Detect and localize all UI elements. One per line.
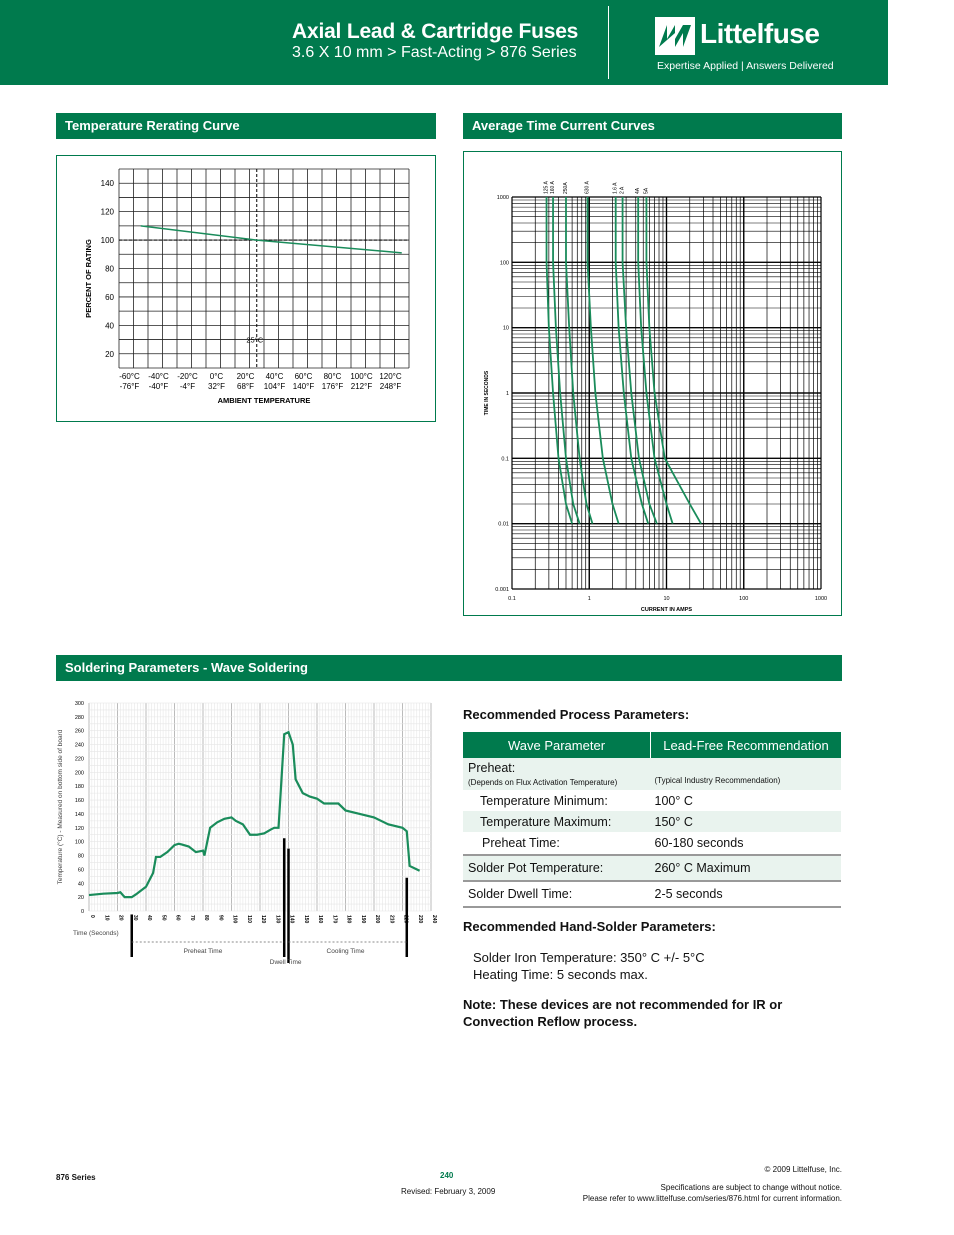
x-tick-label: 110: [245, 915, 252, 924]
x-tick-label: 30: [131, 915, 138, 921]
derating-chart: [57, 156, 435, 421]
x-tick-label: 100: [739, 596, 749, 602]
x-tick-label-c: 20°C: [236, 372, 255, 381]
y-tick-label: 20: [105, 349, 114, 359]
y-tick-label: 60: [105, 292, 114, 302]
x-tick-label: 100: [231, 915, 238, 924]
preheat-recommendation: (Typical Industry Recommendation): [654, 776, 781, 785]
series-label: 160 A: [550, 181, 557, 194]
row-value-preheat-time: 60-180 seconds: [651, 832, 842, 855]
y-tick-label: 300: [74, 701, 84, 707]
reference-label: 25°C: [246, 335, 264, 345]
series-label: 630 A: [584, 181, 591, 194]
derating-curve: [141, 226, 402, 253]
footer-page-number: 240: [440, 1171, 454, 1180]
x-tick-label: 0.1: [508, 596, 516, 602]
process-title: Recommended Process Parameters:: [463, 707, 690, 722]
y-tick-label: 140: [100, 179, 114, 189]
x-tick-label: 120: [260, 915, 266, 924]
preheat-label: Preheat:: [468, 761, 516, 775]
header-divider: [608, 6, 609, 79]
y-tick-label: 0.01: [498, 521, 509, 528]
x-tick-label-c: 40°C: [265, 372, 284, 381]
y-tick-label: 60: [77, 867, 84, 874]
x-tick-label-c: 120°C: [379, 372, 402, 381]
tcc-chart: [464, 152, 841, 615]
x-tick-label-f: 176°F: [321, 382, 344, 391]
dwell-label: Dwell Time: [269, 959, 302, 966]
process-table: [463, 732, 841, 908]
y-axis-title: TIME IN SECONDS: [484, 370, 490, 416]
preheat-note: (Depends on Flux Activation Temperature): [468, 778, 618, 787]
x-tick-label-f: 32°F: [208, 382, 225, 391]
x-tick-label: 210: [388, 915, 395, 924]
y-tick-label: 180: [74, 784, 84, 791]
row-value-temp-max: 150° C: [654, 814, 693, 829]
y-tick-label: 160: [74, 798, 84, 805]
y-tick-label: 100: [74, 839, 84, 846]
brand-tagline: Expertise Applied | Answers Delivered: [657, 60, 834, 72]
x-tick-label-c: 100°C: [350, 372, 373, 381]
y-tick-label: 10: [502, 325, 509, 332]
x-tick-label-f: 104°F: [263, 382, 286, 391]
y-axis-title: PERCENT OF RATING: [84, 239, 93, 318]
y-tick-label: 0.1: [501, 456, 509, 463]
x-axis-title: AMBIENT TEMPERATURE: [217, 396, 311, 405]
x-tick-label-c: 60°C: [294, 372, 313, 381]
hand-solder-title: Recommended Hand-Solder Parameters:: [463, 919, 716, 934]
series-label: 250A: [562, 182, 569, 194]
section-bar-derating: Temperature Rerating Curve: [56, 113, 436, 139]
x-tick-label-f: 68°F: [237, 382, 254, 391]
x-tick-label: 240: [431, 915, 437, 924]
x-tick-label: 190: [359, 915, 366, 924]
tcc-panel: [463, 151, 842, 616]
x-tick-label-f: 212°F: [350, 382, 373, 391]
footer-series: 876 Series: [56, 1173, 96, 1182]
footer-refer-link[interactable]: Please refer to www.littelfuse.com/series/876.html for current information.: [582, 1194, 842, 1203]
preheat-label: Preheat Time: [183, 948, 223, 955]
footer-spec-notice: Specifications are subject to change without notice.: [660, 1183, 842, 1192]
x-tick-label-f: -76°F: [119, 382, 140, 391]
y-tick-label: 260: [74, 728, 84, 735]
x-tick-label: 130: [274, 915, 281, 924]
y-tick-label: 80: [105, 264, 114, 274]
tcc-curve: [588, 197, 619, 524]
row-value-temp-min: 100° C: [654, 793, 693, 808]
x-axis-title: CURRENT IN AMPS: [640, 607, 693, 613]
littelfuse-logo-icon: [655, 17, 695, 60]
y-tick-label: 40: [77, 881, 84, 888]
y-tick-label: 80: [77, 853, 84, 860]
x-tick-label: 220: [402, 915, 409, 924]
row-value-dwell: 2-5 seconds: [651, 881, 842, 907]
y-tick-label: 40: [105, 321, 114, 331]
x-tick-label: 0: [89, 915, 95, 918]
y-tick-label: 1000: [496, 195, 509, 201]
row-label-preheat-time: Preheat Time:: [463, 832, 651, 855]
x-tick-label: 170: [331, 915, 338, 924]
row-label-pot-temp: Solder Pot Temperature:: [463, 855, 651, 881]
hand-iron-temp: Solder Iron Temperature: 350° C +/- 5°C: [473, 950, 705, 965]
brand-name: Littelfuse: [700, 18, 820, 49]
reflow-note: Note: These devices are not recommended for IR or Convection Reflow process.: [463, 997, 783, 1029]
x-tick-label: 90: [217, 915, 224, 921]
x-tick-label-c: -40°C: [148, 372, 169, 381]
y-tick-label: 140: [74, 811, 84, 818]
y-axis-title: Temperature (°C) - Measured on bottom side of board: [57, 729, 64, 885]
series-label: 2 A: [619, 186, 626, 194]
row-value-pot-temp: 260° C Maximum: [651, 855, 842, 881]
y-tick-label: 100: [100, 236, 114, 246]
x-tick-label-f: 248°F: [379, 382, 402, 391]
x-tick-label: 180: [345, 915, 352, 924]
hand-solder-params: [473, 949, 705, 983]
x-tick-label-c: -60°C: [119, 372, 140, 381]
x-tick-label: 20: [117, 915, 124, 921]
x-tick-label: 1: [587, 596, 591, 602]
y-tick-label: 1: [505, 391, 509, 397]
x-tick-label: 40: [146, 915, 152, 921]
section-bar-wave: Soldering Parameters - Wave Soldering: [56, 655, 842, 681]
x-tick-label-c: 0°C: [209, 372, 224, 381]
x-tick-label: 230: [416, 915, 423, 924]
x-tick-label-c: -20°C: [177, 372, 198, 381]
derating-panel: [56, 155, 436, 422]
x-tick-label: 50: [160, 915, 167, 921]
series-label: 5A: [643, 187, 650, 194]
wave-chart: [52, 695, 444, 970]
cooling-label: Cooling Time: [326, 948, 365, 955]
y-tick-label: 0.001: [495, 587, 509, 593]
x-tick-label-c: 80°C: [323, 372, 342, 381]
table-header-rec: Lead-Free Recommendation: [651, 732, 842, 758]
tcc-curve: [566, 197, 592, 524]
x-tick-label: 80: [203, 915, 209, 921]
y-tick-label: 100: [499, 260, 509, 267]
x-tick-label: 150: [302, 915, 309, 924]
series-label: 4A: [635, 187, 642, 194]
x-tick-label-f: -4°F: [179, 382, 196, 391]
x-tick-label: 200: [374, 915, 380, 924]
y-tick-label: 20: [77, 895, 84, 902]
y-tick-label: 200: [74, 770, 84, 777]
x-axis-title: Time (Seconds): [73, 930, 119, 937]
x-tick-label: 140: [288, 915, 295, 924]
y-tick-label: 120: [74, 825, 84, 832]
series-label: 1.6 A: [612, 182, 619, 194]
x-tick-label: 10: [663, 596, 670, 602]
page-subtitle: 3.6 X 10 mm > Fast-Acting > 876 Series: [292, 44, 577, 61]
series-label: 125 A: [543, 181, 550, 194]
y-tick-label: 220: [74, 756, 84, 763]
footer-copyright: © 2009 Littelfuse, Inc.: [764, 1165, 842, 1174]
x-tick-label: 1000: [814, 596, 828, 602]
footer-revised: Revised: February 3, 2009: [401, 1187, 496, 1196]
y-tick-label: 280: [74, 714, 84, 721]
row-label-temp-max: Temperature Maximum:: [480, 814, 612, 829]
x-tick-label: 70: [188, 915, 195, 921]
row-label-dwell: Solder Dwell Time:: [463, 881, 651, 907]
y-tick-label: 0: [80, 909, 84, 915]
y-tick-label: 120: [100, 207, 114, 217]
row-label-temp-min: Temperature Minimum:: [480, 793, 608, 808]
x-tick-label-f: 140°F: [292, 382, 315, 391]
hand-heating-time: Heating Time: 5 seconds max.: [473, 967, 648, 982]
x-tick-label: 160: [317, 915, 323, 924]
x-tick-label: 60: [174, 915, 181, 921]
x-tick-label: 10: [103, 915, 110, 921]
y-tick-label: 240: [74, 742, 84, 749]
table-header-param: Wave Parameter: [463, 732, 651, 758]
section-bar-tcc: Average Time Current Curves: [463, 113, 842, 139]
x-tick-label-f: -40°F: [148, 382, 169, 391]
page-title: Axial Lead & Cartridge Fuses: [292, 20, 579, 43]
